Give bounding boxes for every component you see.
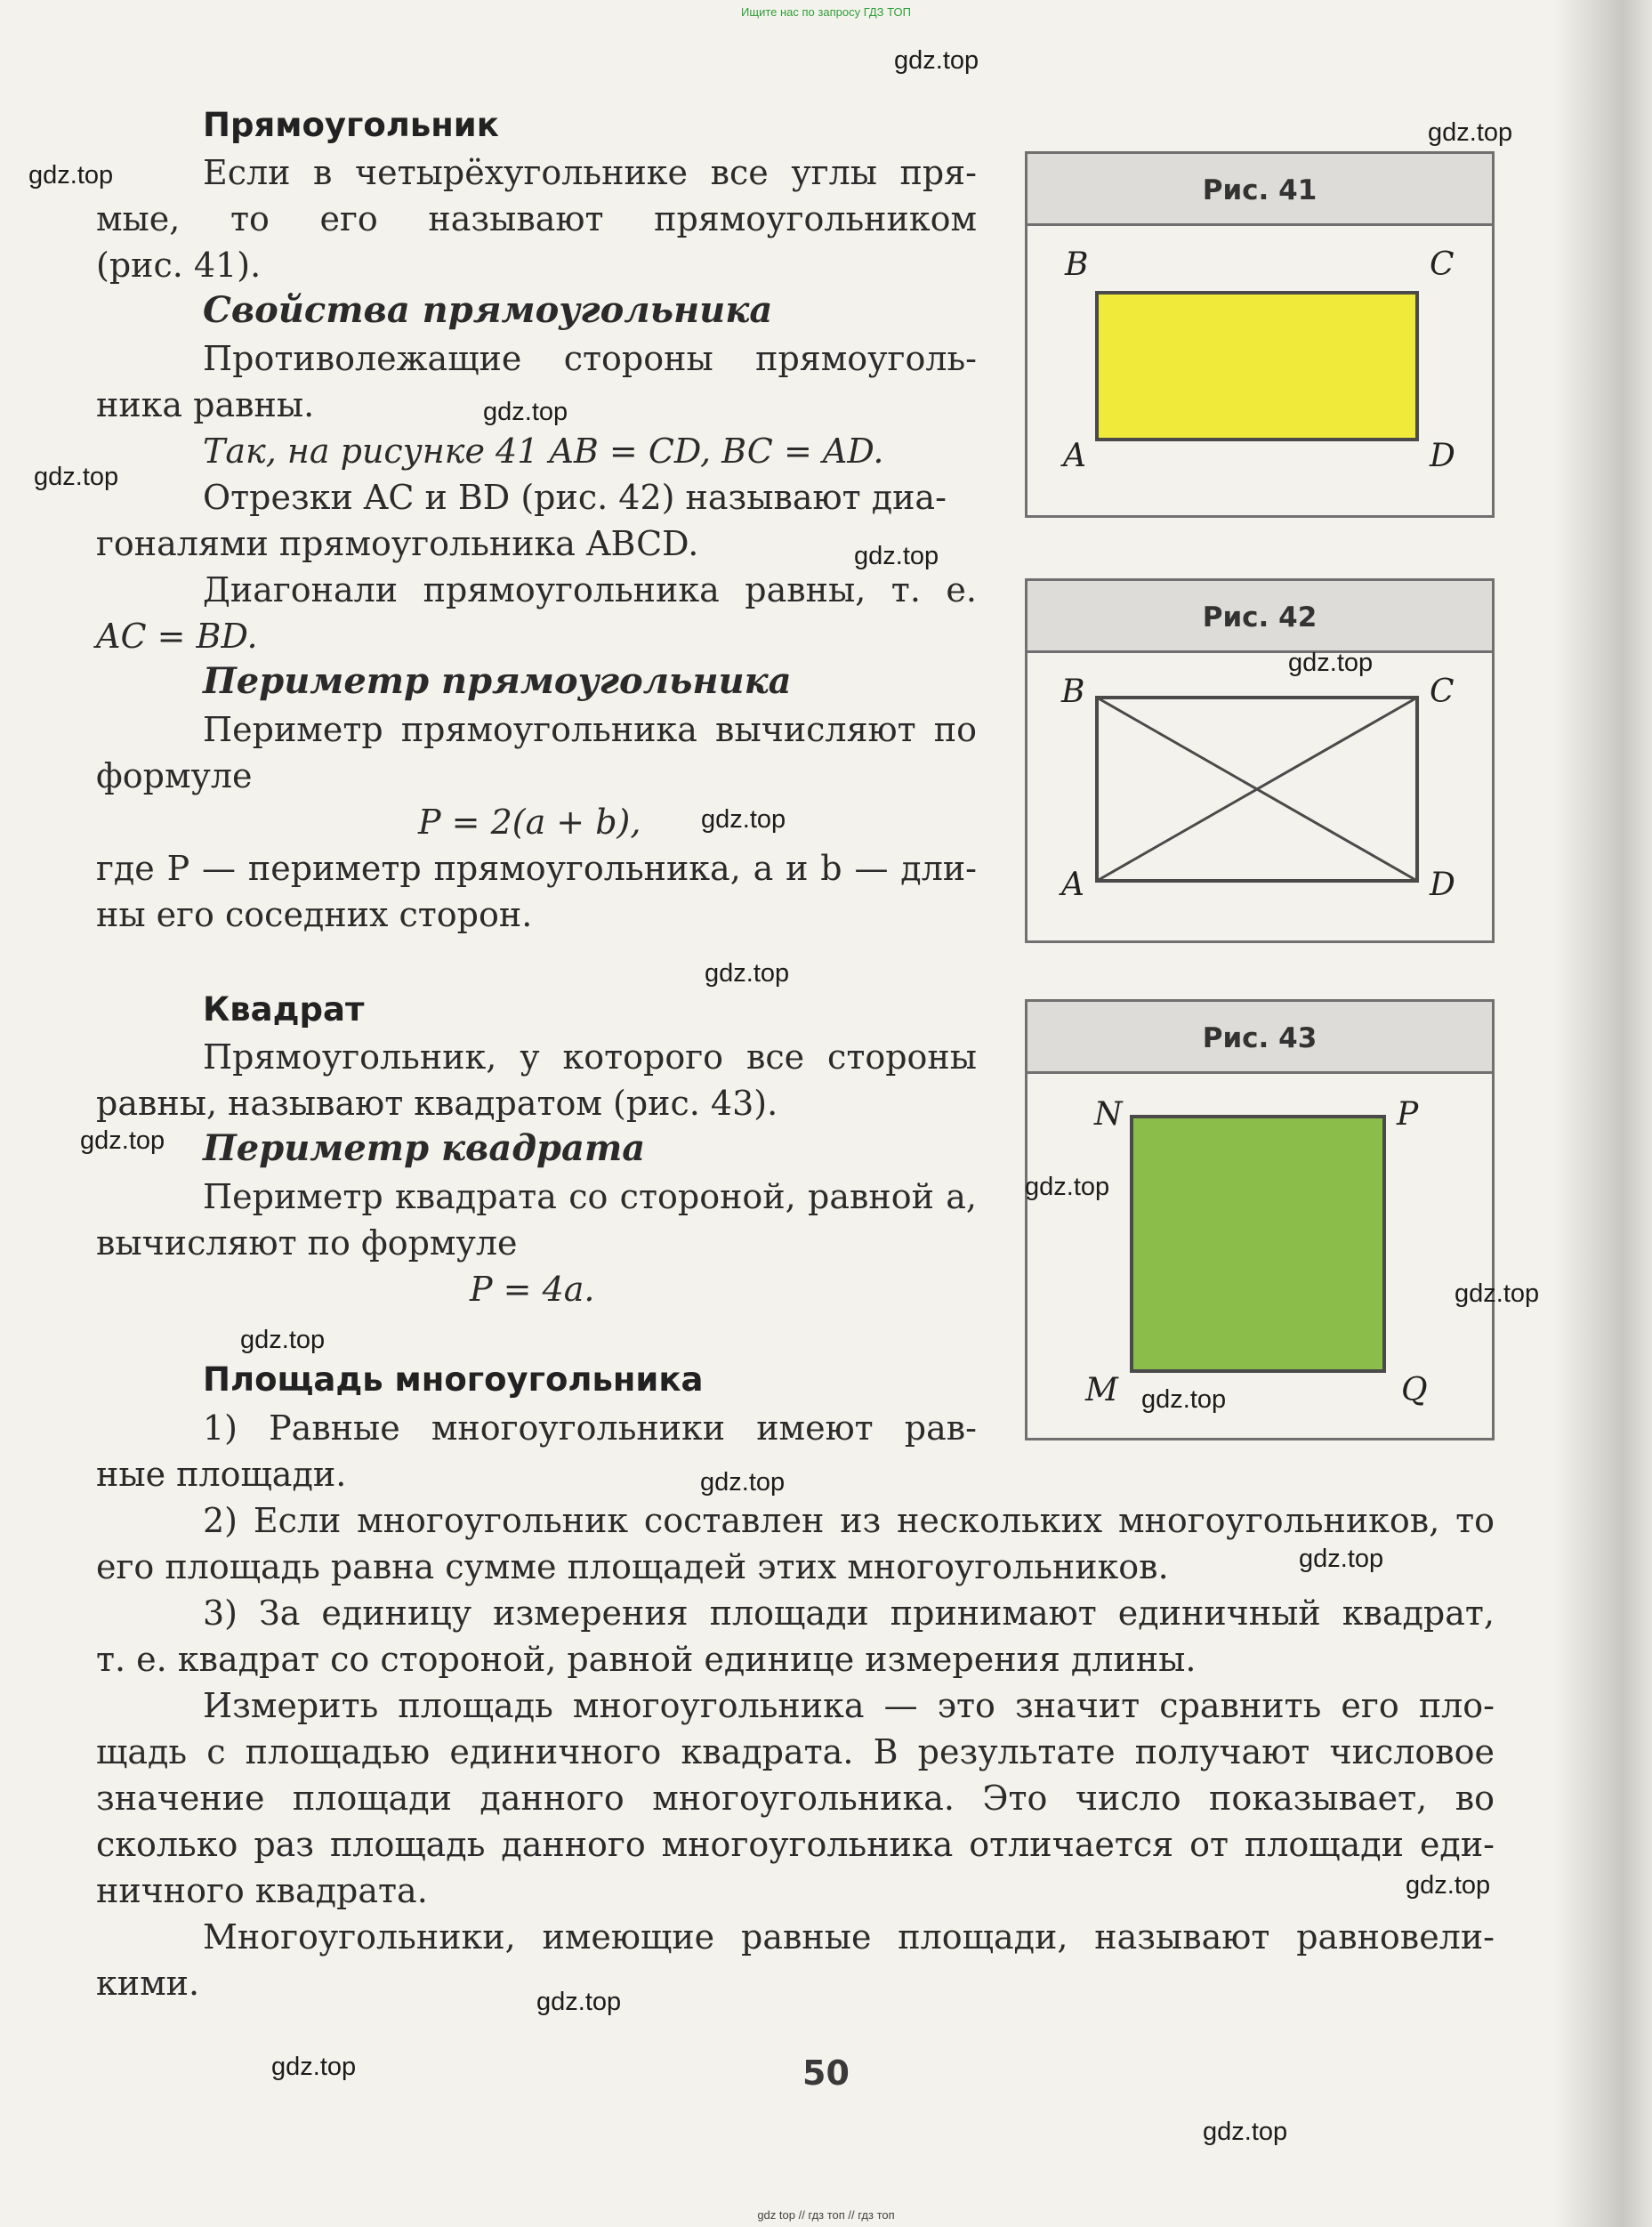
- vertex-label: D: [1430, 438, 1455, 474]
- vertex-label: Q: [1401, 1372, 1428, 1408]
- watermark: gdz.top: [1141, 1385, 1227, 1414]
- vertex-label: N: [1094, 1096, 1123, 1133]
- watermark: gdz.top: [1025, 1173, 1110, 1201]
- text-line: 1) Равные многоугольники имеют рав-: [203, 1408, 977, 1448]
- text-line: щадь с площадью единичного квадрата. В результате получают числовое: [96, 1732, 1495, 1771]
- watermark: gdz.top: [1428, 118, 1513, 147]
- watermark: gdz.top: [80, 1126, 165, 1155]
- text-line: равны, называют квадратом (рис. 43).: [96, 1084, 778, 1123]
- figure-41-drawing: [1027, 226, 1492, 515]
- watermark: gdz.top: [1203, 2118, 1288, 2146]
- page-edge-shadow: [1554, 0, 1652, 2227]
- text-line: ничного квадрата.: [96, 1871, 428, 1910]
- rectangle-abcd: [1097, 293, 1417, 440]
- text-line: ны его соседних сторон.: [96, 895, 533, 934]
- watermark: gdz.top: [700, 1468, 786, 1497]
- text-line: мые, то его называют прямоугольником: [96, 199, 977, 238]
- heading-rectangle: Прямоугольник: [203, 106, 499, 144]
- page-number: 50: [802, 2054, 850, 2093]
- watermark: gdz.top: [894, 46, 979, 75]
- watermark: gdz.top: [1299, 1545, 1384, 1573]
- watermark: gdz.top: [1288, 649, 1374, 677]
- figure-caption: Рис. 43: [1027, 1002, 1492, 1074]
- text-line: Периметр квадрата со стороной, равной a,: [203, 1177, 977, 1216]
- vertex-label: D: [1430, 867, 1455, 903]
- text-line: AC = BD.: [96, 617, 258, 656]
- watermark: gdz.top: [1406, 1871, 1491, 1900]
- watermark: gdz.top: [240, 1326, 326, 1354]
- top-notice: Ищите нас по запросу ГДЗ ТОП: [741, 5, 911, 19]
- heading-rect-properties: Свойства прямоугольника: [203, 289, 773, 331]
- square-mnpq: [1132, 1117, 1384, 1371]
- vertex-label: A: [1063, 438, 1086, 474]
- heading-polygon-area: Площадь многоугольника: [203, 1360, 704, 1399]
- heading-square-perimeter: Периметр квадрата: [203, 1127, 646, 1169]
- vertex-label: B: [1061, 674, 1085, 710]
- formula-square-perimeter: P = 4a.: [470, 1270, 595, 1309]
- text-line: Отрезки AC и BD (рис. 42) называют диа-: [203, 478, 947, 517]
- text-line: Противолежащие стороны прямоуголь-: [203, 339, 977, 378]
- text-line: его площадь равна сумме площадей этих многоугольников.: [96, 1547, 1169, 1586]
- bottom-notice: gdz top // гдз топ // гдз топ: [757, 2208, 895, 2222]
- formula-rect-perimeter: P = 2(a + b),: [418, 803, 641, 842]
- vertex-label: C: [1430, 246, 1455, 283]
- vertex-label: A: [1061, 867, 1084, 903]
- watermark: gdz.top: [854, 542, 939, 570]
- text-line: ные площади.: [96, 1455, 347, 1494]
- text-line: кими.: [96, 1964, 200, 2003]
- vertex-label: M: [1085, 1372, 1118, 1408]
- vertex-label: C: [1430, 674, 1455, 710]
- text-line: ника равны.: [96, 385, 315, 424]
- figure-42-drawing: [1027, 653, 1492, 940]
- figure-caption: Рис. 42: [1027, 581, 1492, 653]
- text-line: 3) За единицу измерения площади принимают единичный квадрат,: [203, 1594, 1495, 1633]
- text-line: Если в четырёхугольнике все углы пря-: [203, 153, 977, 192]
- figure-41: [1025, 151, 1495, 518]
- text-line: Многоугольники, имеющие равные площади, называют равновели-: [203, 1917, 1495, 1957]
- text-line: Так, на рисунке 41 AB = CD, BC = AD.: [203, 432, 884, 471]
- text-line: гоналями прямоугольника ABCD.: [96, 524, 699, 563]
- watermark: gdz.top: [34, 463, 119, 491]
- text-line: Прямоугольник, у которого все стороны: [203, 1037, 977, 1077]
- figure-caption: Рис. 41: [1027, 154, 1492, 226]
- text-line: 2) Если многоугольник составлен из нескольких многоугольников, то: [203, 1501, 1495, 1540]
- text-line: (рис. 41).: [96, 246, 262, 285]
- figure-43-drawing: [1027, 1074, 1492, 1438]
- figure-42: [1025, 578, 1495, 943]
- watermark: gdz.top: [536, 1988, 622, 2016]
- heading-square: Квадрат: [203, 990, 365, 1029]
- text-line: сколько раз площадь данного многоугольника отличается от площади еди-: [96, 1825, 1495, 1864]
- text-line: т. е. квадрат со стороной, равной единице измерения длины.: [96, 1640, 1197, 1679]
- text-line: Периметр прямоугольника вычисляют по: [203, 710, 977, 749]
- vertex-label: B: [1065, 246, 1089, 283]
- watermark: gdz.top: [701, 805, 786, 834]
- text-line: формуле: [96, 756, 253, 795]
- watermark: gdz.top: [1455, 1279, 1540, 1308]
- watermark: gdz.top: [28, 161, 114, 190]
- figure-43: [1025, 999, 1495, 1440]
- watermark: gdz.top: [483, 398, 568, 426]
- text-line: где P — периметр прямоугольника, a и b — дли-: [96, 849, 977, 888]
- text-line: значение площади данного многоугольника. Это число показывает, во: [96, 1779, 1495, 1818]
- text-line: Измерить площадь многоугольника — это значит сравнить его пло-: [203, 1686, 1495, 1725]
- vertex-label: P: [1397, 1096, 1419, 1133]
- text-line: вычисляют по формуле: [96, 1223, 518, 1263]
- watermark: gdz.top: [271, 2053, 357, 2081]
- text-line: Диагонали прямоугольника равны, т. е.: [203, 570, 977, 609]
- heading-rect-perimeter: Периметр прямоугольника: [203, 660, 792, 702]
- watermark: gdz.top: [705, 959, 790, 988]
